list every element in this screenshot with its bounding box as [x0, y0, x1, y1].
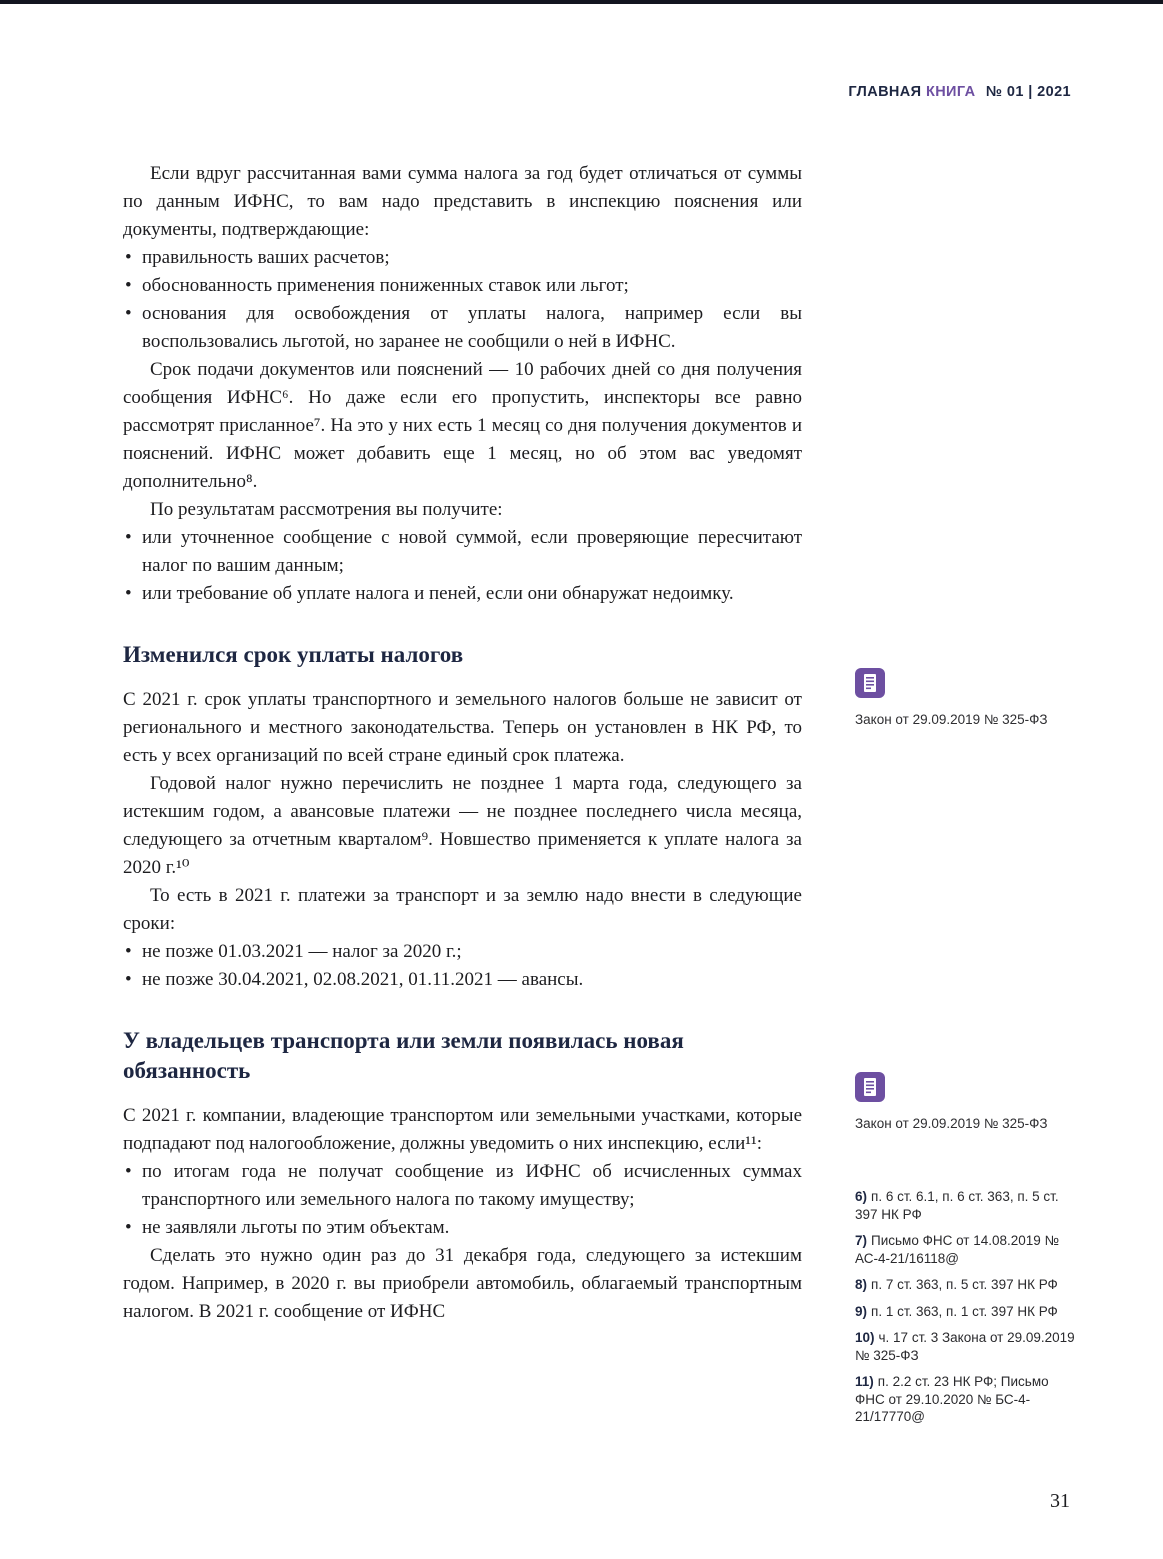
list-item: • или уточненное сообщение с новой суммой, если проверяющие пересчитают налог по вашим данным; [123, 524, 802, 580]
list-item: • основания для освобождения от уплаты налога, например если вы воспользовались льготой, но заранее не сообщили о ней в ИФНС. [123, 300, 802, 356]
list-item: • не заявляли льготы по этим объектам. [123, 1214, 802, 1242]
brand-kniga: КНИГА [925, 84, 976, 100]
footnote-number: 7) [855, 1233, 868, 1248]
bullet-list-deadlines [123, 938, 802, 994]
bullet-list-documents [123, 244, 802, 356]
footnote-number: 11) [855, 1374, 874, 1389]
footnote-text: п. 1 ст. 363, п. 1 ст. 397 НК РФ [871, 1303, 1058, 1319]
section-heading-payment-term: Изменился срок уплаты налогов [123, 642, 464, 667]
page-number: 31 [1050, 1490, 1070, 1512]
paragraph-duty-deadline: Сделать это нужно один раз до 31 декабря года, следующего за истекшим годом. Например, в 2020 г. вы приобрели автомобиль, облагаемый транспортным налогом. В 2021 г. сообщение от ИФНС [123, 1245, 802, 1322]
footnote-number: 6) [855, 1189, 868, 1204]
paragraph-term-intro: С 2021 г. срок уплаты транспортного и земельного налогов больше не зависит от регионального и местного законодательства. Теперь он установлен в НК РФ, то есть у всех организаций по всей стране единый срок платежа. [123, 689, 802, 766]
section-heading-new-duty: У владельцев транспорта или земли появилась новая обязанность [123, 1028, 684, 1083]
paragraph-2021-terms: То есть в 2021 г. платежи за транспорт и за землю надо внести в следующие сроки: [123, 885, 802, 934]
paragraph-duty-intro: С 2021 г. компании, владеющие транспортом или земельными участками, которые подпадают под налогообложение, должны уведомить о них инспекцию, если¹¹: [123, 1105, 802, 1154]
footnote [855, 1188, 1075, 1223]
list-item: • обоснованность применения пониженных ставок или льгот; [123, 272, 802, 300]
note-label: Закон от 29.09.2019 № 325-ФЗ [855, 712, 1048, 727]
footnote [855, 1373, 1075, 1426]
paragraph-annual-tax: Годовой налог нужно перечислить не позднее 1 марта года, следующего за истекшим годом, а авансовые платежи — не позднее последнего числа месяца, следующего за отчетным кварталом⁹. Новшество применяется к уплате налога за 2020 г.¹⁰ [123, 773, 802, 878]
top-border [0, 0, 1163, 4]
paragraph-deadline: Срок подачи документов или пояснений — 10 рабочих дней со дня получения сообщения ИФНС⁶. Но даже если его пропустить, инспекторы все равно рассмотрят присланное⁷. На это у них есть 1 месяц со дня получения документов и пояснений. ИФНС может добавить еще 1 месяц, но об этом вас уведомят дополнительно⁸. [123, 359, 802, 492]
footnote-number: 9) [855, 1303, 868, 1319]
issue-number: № 01 | 2021 [985, 84, 1071, 100]
footnote [855, 1303, 1075, 1321]
list-item: • не позже 01.03.2021 — налог за 2020 г.; [123, 938, 802, 966]
footnote [855, 1232, 1075, 1267]
footnote [855, 1276, 1075, 1294]
footnote-text: п. 6 ст. 6.1, п. 6 ст. 363, п. 5 ст. 397 НК РФ [855, 1189, 1059, 1222]
paragraph-results: По результатам рассмотрения вы получите: [150, 499, 503, 520]
law-document-icon [855, 1072, 885, 1102]
footnote-number: 8) [855, 1277, 868, 1292]
note-label: Закон от 29.09.2019 № 325-ФЗ [855, 1116, 1048, 1131]
list-item: • или требование об уплате налога и пеней, если они обнаружат недоимку. [123, 580, 802, 608]
footnote-text: п. 2.2 ст. 23 НК РФ; Письмо ФНС от 29.10.2020 № БС-4-21/17770@ [855, 1374, 1049, 1424]
brand-glavnaya: ГЛАВНАЯ [848, 84, 922, 100]
footnote-text: ч. 17 ст. 3 Закона от 29.09.2019 № 325-ФЗ [855, 1330, 1075, 1363]
article-body [123, 160, 802, 1326]
sidebar-note-law-2 [855, 1072, 1073, 1133]
list-item: • по итогам года не получат сообщение из ИФНС об исчисленных суммах транспортного или земельного налога по такому имуществу; [123, 1158, 802, 1214]
list-item: • не позже 30.04.2021, 02.08.2021, 01.11.2021 — авансы. [123, 966, 802, 994]
footnote [855, 1329, 1075, 1364]
list-item: • правильность ваших расчетов; [123, 244, 802, 272]
bullet-list-duty-conditions [123, 1158, 802, 1242]
bullet-list-results [123, 524, 802, 608]
sidebar-note-law-1 [855, 668, 1073, 729]
footnotes-block [855, 1188, 1075, 1435]
law-document-icon [855, 668, 885, 698]
footnote-text: Письмо ФНС от 14.08.2019 № АС-4-21/16118@ [855, 1233, 1060, 1266]
footnote-number: 10) [855, 1330, 875, 1345]
footnote-text: п. 7 ст. 363, п. 5 ст. 397 НК РФ [871, 1277, 1058, 1292]
page-header [848, 84, 1071, 100]
paragraph-intro: Если вдруг рассчитанная вами сумма налога за год будет отличаться от суммы по данным ИФНС, то вам надо представить в инспекцию пояснения или документы, подтверждающие: [123, 163, 802, 240]
